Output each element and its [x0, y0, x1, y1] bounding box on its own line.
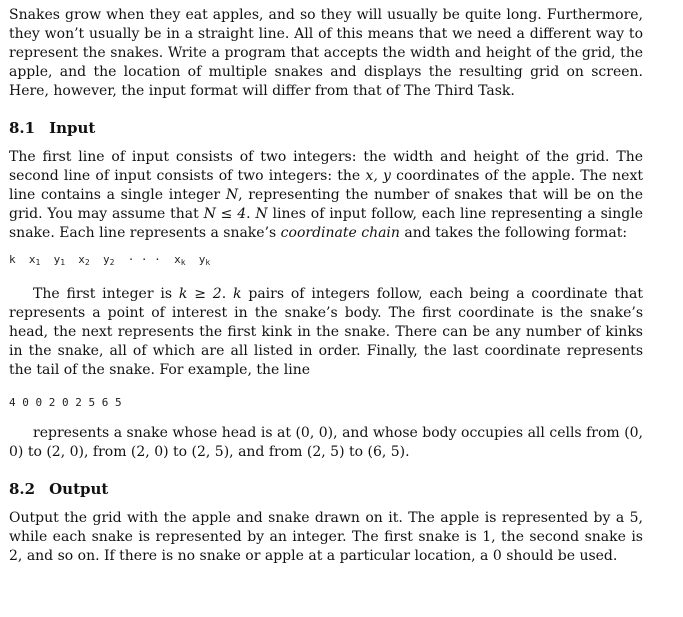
- text-run: represents a snake whose head is at: [33, 425, 296, 441]
- text-run: pairs of integers follow, each being a coordinate that represents a point of interest in the snake’s body. The first coordinate is the snake’s head, the next represents the first kink in the snake. There can be any number of kinks in the snake, all of which are all listed in order. Finally, the last coordinate represents the tail of the snake. For example, the line: [9, 286, 643, 378]
- text-run: Output the grid with the apple and snake drawn on it. The apple is represented by a: [9, 510, 630, 526]
- math-n: N: [255, 206, 268, 222]
- example-explanation: [9, 424, 643, 462]
- output-paragraph: [9, 509, 643, 566]
- text-run: , from: [83, 444, 131, 460]
- text-run: , and so on. If there is no snake or apple at a particular location, a: [17, 548, 493, 564]
- coordinate: (2, 5): [306, 444, 345, 460]
- coordinate: (2, 0): [130, 444, 169, 460]
- section-number: 8.2: [9, 480, 36, 498]
- section-title: Input: [49, 119, 96, 137]
- text-run: .: [246, 206, 256, 222]
- text-run: to: [344, 444, 368, 460]
- section-title: Output: [49, 480, 109, 498]
- section-number: 8.1: [9, 119, 36, 137]
- section-heading-input: [9, 118, 643, 138]
- text-run: The first integer is: [33, 286, 179, 302]
- chain-paragraph: [9, 285, 643, 380]
- math-k: k: [233, 286, 242, 302]
- subscript: k: [180, 258, 186, 267]
- text-run: .: [405, 444, 410, 460]
- intro-paragraph: Snakes grow when they eat apples, and so they will usually be quite long. Furthermore, they won’t usually be in a straight line. All of this means that we need a different way to represent the snakes. Write a program that accepts the width and height of the grid, the apple, and the location of multiple snakes and displays the resulting grid on screen. Here, however, the input format will differ from that of The Third Task.: [9, 7, 643, 99]
- text-run: , and from: [229, 444, 307, 460]
- text-run: to: [23, 444, 47, 460]
- text-run: to: [168, 444, 192, 460]
- subscript: 1: [60, 258, 66, 267]
- text-run: , and whose body occupies all cells from: [333, 425, 625, 441]
- format-dots: · · ·: [127, 253, 161, 266]
- text-run: .: [221, 286, 234, 302]
- subscript: 2: [84, 258, 90, 267]
- input-paragraph: [9, 148, 643, 243]
- format-y: y: [53, 253, 61, 266]
- math-n: N: [225, 187, 239, 203]
- coordinate: (6, 5): [367, 444, 406, 460]
- number-5: 5: [629, 510, 639, 526]
- coordinate: (0, 0): [9, 425, 644, 460]
- format-y: y: [102, 253, 110, 266]
- coordinate: (2, 5): [191, 444, 230, 460]
- example-line: 4 0 0 2 0 2 5 6 5: [9, 396, 122, 409]
- number-2: 2: [9, 548, 18, 564]
- number-1: 1: [482, 529, 492, 545]
- subscript: 1: [35, 258, 41, 267]
- text-run: The first line of input consists of two integers: the width and height of the grid. The second line of input consists of two integers: the: [9, 149, 643, 184]
- section-heading-output: [9, 479, 643, 499]
- format-x: x: [174, 253, 181, 266]
- math-k-ge-2: k ≥ 2: [178, 286, 222, 302]
- math-n-le-4: N ≤ 4: [203, 206, 247, 222]
- text-run: , the second snake is: [491, 529, 643, 545]
- coordinate: (0, 0): [295, 425, 334, 441]
- math-xy: x, y: [365, 168, 391, 184]
- number-0: 0: [492, 548, 502, 564]
- subscript: k: [205, 258, 211, 267]
- coordinate: (2, 0): [46, 444, 84, 460]
- format-k: k: [9, 253, 16, 266]
- subscript: 2: [109, 258, 115, 267]
- document-page: [9, 6, 643, 566]
- text-run: and takes the following format:: [399, 225, 628, 241]
- emphasis: coordinate chain: [280, 225, 400, 241]
- text-run: , while each snake is represented by an integer. The first snake is: [9, 510, 643, 545]
- text-run: , representing the number of snakes that will be on the grid. You may assume that: [9, 187, 643, 222]
- format-y: y: [198, 253, 206, 266]
- format-x: x: [28, 253, 36, 266]
- text-run: lines of input follow, each line representing a single snake. Each line represents a snake’s: [9, 206, 643, 241]
- text-run: should be used.: [501, 548, 618, 564]
- format-x: x: [78, 253, 85, 266]
- text-run: coordinates of the apple. The next line contains a single integer: [9, 168, 643, 203]
- format-line: [9, 252, 643, 271]
